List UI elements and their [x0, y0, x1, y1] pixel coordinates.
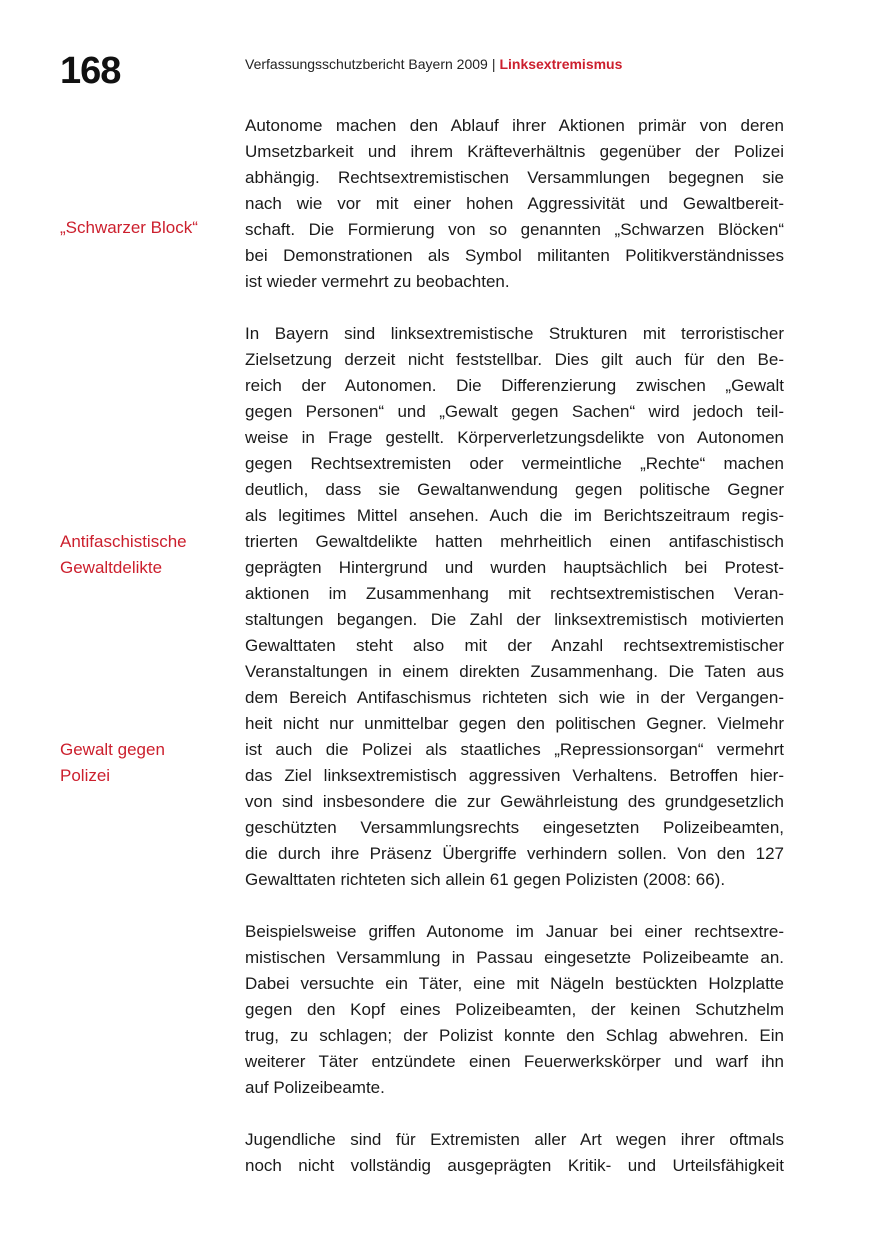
body-paragraph-3 — [245, 919, 784, 1101]
text-line: In Bayern sind linksextremistische Strukturen mit terroristischer — [245, 324, 784, 343]
text-line: schaft. Die Formierung von so genannten „Schwarzen Blöcken“ — [245, 220, 784, 239]
text-line: ist auch die Polizei als staatliches „Repressionsorgan“ vermehrt — [245, 740, 784, 759]
text-line: bei Demonstrationen als Symbol militanten Politikverständnisses — [245, 246, 784, 265]
text-line: weise in Frage gestellt. Körperverletzungsdelikte von Autonomen — [245, 428, 784, 447]
margin-note-gewalt-gegen-polizei — [60, 737, 225, 789]
header-separator: | — [491, 56, 496, 72]
text-line: Autonome machen den Ablauf ihrer Aktionen primär von deren — [245, 116, 784, 135]
text-line: dem Bereich Antifaschismus richteten sich wie in der Vergangen- — [245, 688, 784, 707]
text-line: Veranstaltungen in einem direkten Zusammenhang. Die Taten aus — [245, 662, 784, 681]
section-title: Linksextremismus — [499, 56, 623, 72]
text-line: weiterer Täter entzündete einen Feuerwerkskörper und warf ihn — [245, 1052, 784, 1071]
text-line: gegen Rechtsextremisten oder vermeintliche „Rechte“ machen — [245, 454, 784, 473]
margin-note-schwarzer-block — [60, 215, 225, 241]
text-line: ist wieder vermehrt zu beobachten. — [245, 272, 510, 291]
text-line: staltungen begangen. Die Zahl der linksextremistisch motivierten — [245, 610, 784, 629]
body-paragraph-4 — [245, 1127, 784, 1179]
text-line: deutlich, dass sie Gewaltanwendung gegen politische Gegner — [245, 480, 784, 499]
text-line: aktionen im Zusammenhang mit rechtsextremistischen Veran- — [245, 584, 784, 603]
margin-note-line: Polizei — [60, 766, 111, 785]
text-line: noch nicht vollständig ausgeprägten Kritik- und Urteilsfähigkeit — [245, 1156, 784, 1175]
text-line: von sind insbesondere die zur Gewährleistung des grundgesetzlich — [245, 792, 784, 811]
text-line: reich der Autonomen. Die Differenzierung zwischen „Gewalt — [245, 376, 784, 395]
text-line: Umsetzbarkeit und ihrem Kräfteverhältnis gegenüber der Polizei — [245, 142, 784, 161]
margin-note-line: Gewalt gegen — [60, 740, 165, 759]
text-line: als legitimes Mittel ansehen. Auch die im Berichtszeitraum regis- — [245, 506, 784, 525]
text-line: Beispielsweise griffen Autonome im Januar bei einer rechtsextre- — [245, 922, 784, 941]
text-line: mistischen Versammlung in Passau eingesetzte Polizeibeamte an. — [245, 948, 784, 967]
text-line: nach wie vor mit einer hohen Aggressivität und Gewaltbereit- — [245, 194, 784, 213]
text-line: Gewalttaten steht also mit der Anzahl rechtsextremistischer — [245, 636, 784, 655]
text-line: auf Polizeibeamte. — [245, 1078, 385, 1097]
body-paragraph-2 — [245, 321, 784, 893]
text-line: geprägten Hintergrund und wurden hauptsächlich bei Protest- — [245, 558, 784, 577]
text-line: Zielsetzung derzeit nicht feststellbar. Dies gilt auch für den Be- — [245, 350, 784, 369]
text-line: die durch ihre Präsenz Übergriffe verhindern sollen. Von den 127 — [245, 844, 784, 863]
body-paragraph-1 — [245, 113, 784, 295]
text-line: das Ziel linksextremistisch aggressiven Verhaltens. Betroffen hier- — [245, 766, 784, 785]
margin-note-antifaschistische-gewaltdelikte — [60, 529, 225, 581]
margin-note-line: Antifaschistische — [60, 532, 187, 551]
margin-note-line: „Schwarzer Block“ — [60, 218, 198, 237]
text-line: heit nicht nur unmittelbar gegen den politischen Gegner. Vielmehr — [245, 714, 784, 733]
text-line: gegen den Kopf eines Polizeibeamten, der keinen Schutzhelm — [245, 1000, 784, 1019]
page-number: 168 — [60, 50, 121, 92]
text-line: Gewalttaten richteten sich allein 61 gegen Polizisten (2008: 66). — [245, 870, 726, 889]
text-line: Dabei versuchte ein Täter, eine mit Nägeln bestückten Holzplatte — [245, 974, 784, 993]
publication-title: Verfassungsschutzbericht Bayern 2009 — [245, 56, 488, 72]
margin-note-line: Gewaltdelikte — [60, 558, 163, 577]
text-line: trug, zu schlagen; der Polizist konnte den Schlag abwehren. Ein — [245, 1026, 784, 1045]
running-header — [245, 56, 622, 72]
text-line: abhängig. Rechtsextremistischen Versammlungen begegnen sie — [245, 168, 784, 187]
text-line: trierten Gewaltdelikte hatten mehrheitlich einen antifaschistisch — [245, 532, 784, 551]
text-line: gegen Personen“ und „Gewalt gegen Sachen“ wird jedoch teil- — [245, 402, 784, 421]
text-line: Jugendliche sind für Extremisten aller Art wegen ihrer oftmals — [245, 1130, 784, 1149]
text-line: geschützten Versammlungsrechts eingesetzten Polizeibeamten, — [245, 818, 784, 837]
